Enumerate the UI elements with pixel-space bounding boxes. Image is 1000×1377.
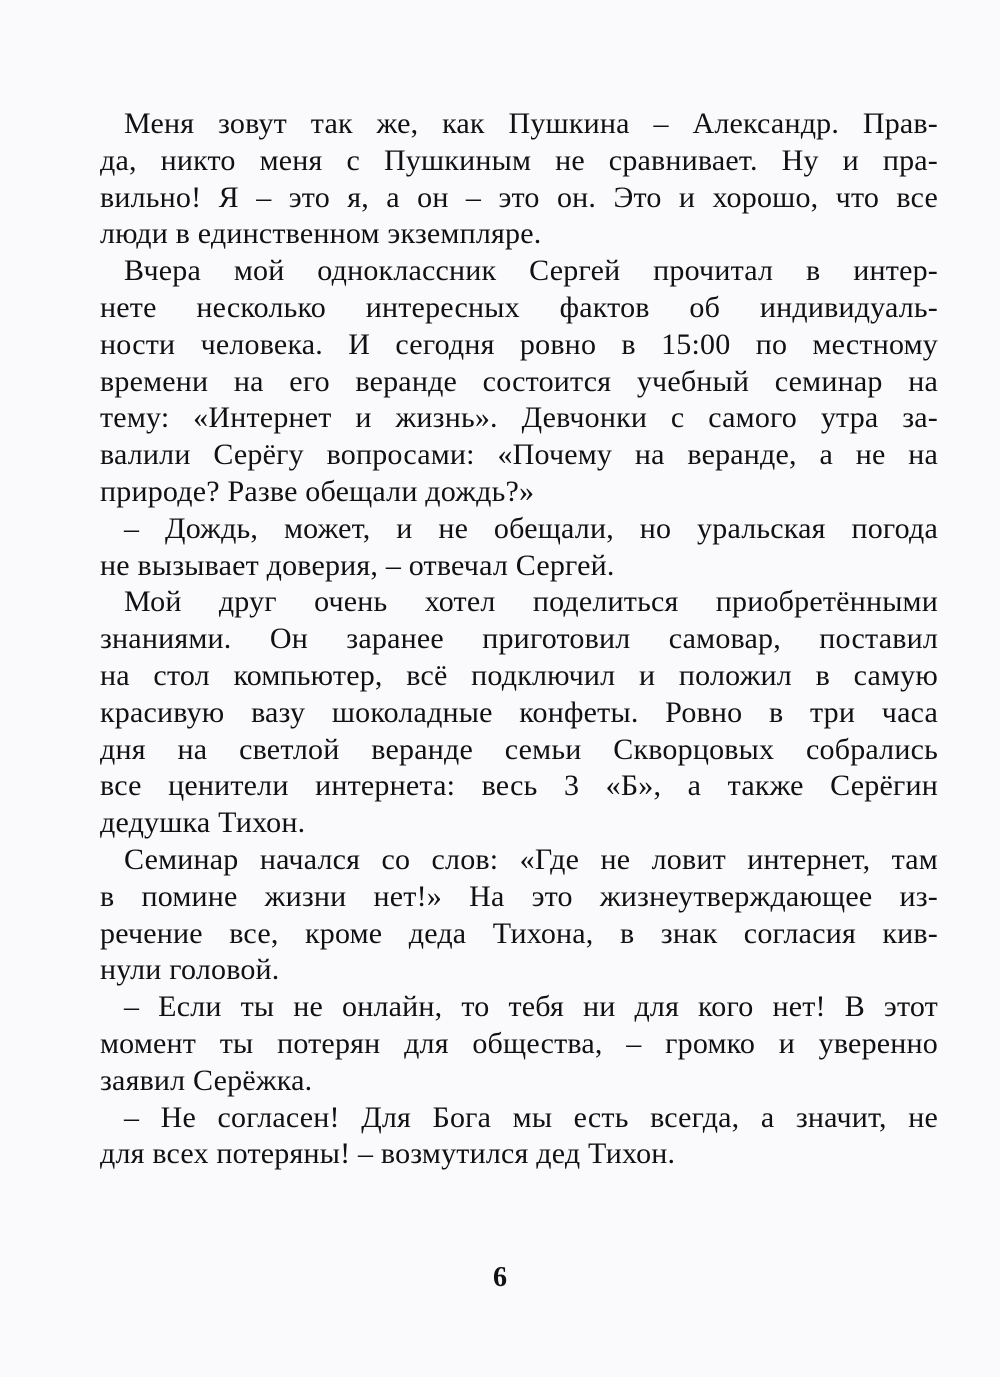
page-number: 6 xyxy=(493,1262,507,1293)
text-line: момент ты потерян для общества, – громко и уверенно xyxy=(100,1026,938,1060)
text-line: нете несколько интересных фактов об индивидуаль- xyxy=(100,290,938,324)
text-line: не вызывает доверия, – отвечал Сергей. xyxy=(100,548,615,582)
text-line: на стол компьютер, всё подключил и положил в самую xyxy=(100,658,938,692)
text-line: в помине жизни нет!» На это жизнеутверждающее из- xyxy=(100,879,938,913)
text-line: – Если ты не онлайн, то тебя ни для кого нет! В этот xyxy=(124,990,938,1024)
text-line: Меня зовут так же, как Пушкина – Александр. Прав- xyxy=(124,107,938,140)
text-line: люди в единственном экземпляре. xyxy=(100,217,542,251)
text-line: ности человека. И сегодня ровно в 15:00 по местному xyxy=(100,327,938,361)
body-text xyxy=(100,106,938,1173)
text-line: Семинар начался со слов: «Где не ловит интернет, там xyxy=(124,842,938,876)
text-line: нули головой. xyxy=(100,953,280,987)
text-line: Вчера мой одноклассник Сергей прочитал в интер- xyxy=(124,254,938,288)
text-line: тему: «Интернет и жизнь». Девчонки с самого утра за- xyxy=(100,401,938,435)
text-line: дедушка Тихон. xyxy=(100,806,306,840)
text-line: речение все, кроме деда Тихона, в знак согласия кив- xyxy=(100,916,938,950)
text-line: Мой друг очень хотел поделиться приобретёнными xyxy=(124,585,938,619)
text-line: все ценители интернета: весь 3 «Б», а также Серёгин xyxy=(100,769,938,803)
text-line: – Дождь, может, и не обещали, но уральская погода xyxy=(124,511,938,545)
text-line: для всех потеряны! – возмутился дед Тихон. xyxy=(100,1137,676,1171)
text-line: знаниями. Он заранее приготовил самовар, поставил xyxy=(100,622,938,656)
text-line: заявил Серёжка. xyxy=(100,1063,313,1097)
text-line: дня на светлой веранде семьи Скворцовых собрались xyxy=(100,732,938,766)
text-line: – Не согласен! Для Бога мы есть всегда, а значит, не xyxy=(124,1100,938,1134)
text-line: вильно! Я – это я, а он – это он. Это и хорошо, что все xyxy=(100,180,938,214)
text-line: валили Серёгу вопросами: «Почему на веранде, а не на xyxy=(100,438,938,472)
text-line: времени на его веранде состоится учебный семинар на xyxy=(100,364,938,398)
text-line: природе? Разве обещали дождь?» xyxy=(100,474,535,508)
text-line: красивую вазу шоколадные конфеты. Ровно в три часа xyxy=(100,695,938,729)
text-line: да, никто меня с Пушкиным не сравнивает. Ну и пра- xyxy=(100,143,938,177)
